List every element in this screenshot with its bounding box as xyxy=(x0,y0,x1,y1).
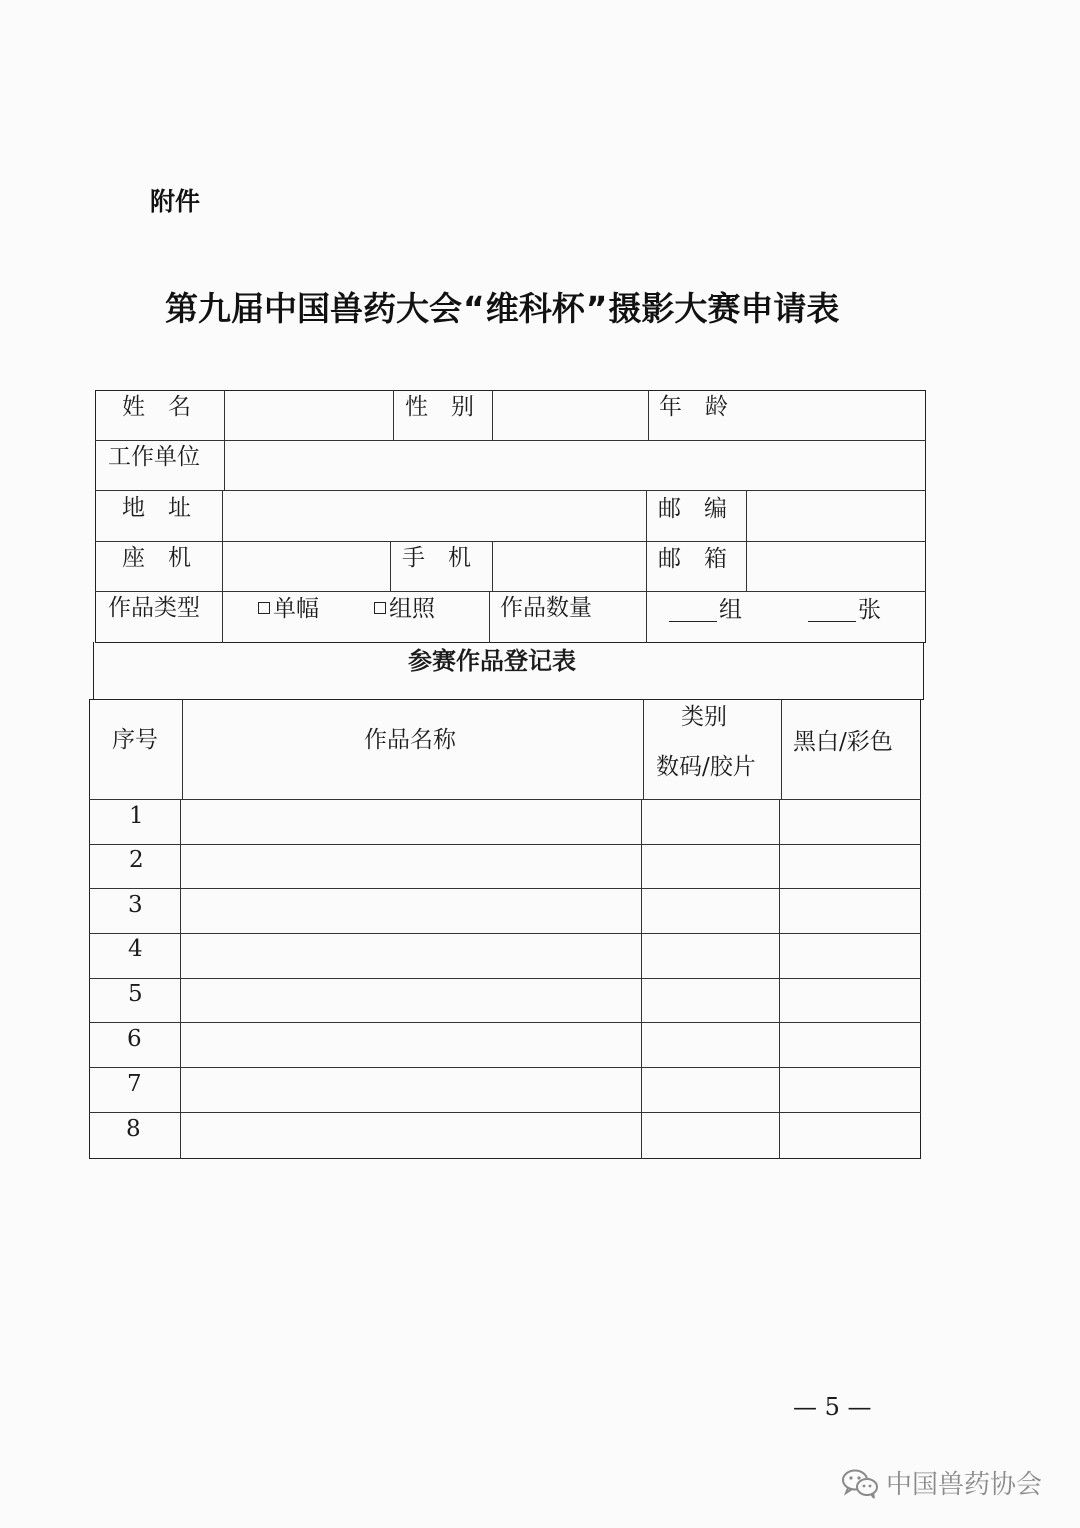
col-divider xyxy=(222,541,223,591)
work-type-label: 作品类型 xyxy=(108,595,200,621)
email-label: 邮 箱 xyxy=(658,546,727,572)
col-divider xyxy=(643,699,644,799)
unit-group: 组 xyxy=(719,597,742,623)
col-divider xyxy=(746,490,747,541)
registry-grid-frame xyxy=(89,699,921,1159)
col-divider xyxy=(492,541,493,591)
col-divider xyxy=(746,541,747,591)
row-divider xyxy=(89,844,921,845)
col-category-header-line2: 数码/胶片 xyxy=(656,754,756,780)
wechat-icon xyxy=(840,1467,880,1499)
row-divider xyxy=(89,933,921,934)
col-name-header: 作品名称 xyxy=(364,727,456,753)
option-single[interactable] xyxy=(258,598,319,621)
col-divider xyxy=(646,591,647,643)
group-count-blank[interactable] xyxy=(669,601,717,622)
row-number: 3 xyxy=(128,892,143,918)
checkbox-group[interactable] xyxy=(374,602,386,614)
row-divider xyxy=(95,440,926,441)
title-quote-close: ” xyxy=(585,289,608,328)
title-part2: 摄影大赛申请表 xyxy=(608,289,840,328)
col-divider xyxy=(224,440,225,490)
registry-title: 参赛作品登记表 xyxy=(408,647,576,675)
row-divider xyxy=(89,799,921,800)
work-count-label: 作品数量 xyxy=(500,595,592,621)
col-divider xyxy=(646,541,647,591)
title-part1: 第九届中国兽药大会 xyxy=(165,289,462,328)
col-divider xyxy=(222,591,223,643)
mobile-label: 手 机 xyxy=(402,545,471,571)
attachment-label: 附件 xyxy=(150,187,201,216)
form-title xyxy=(165,283,839,330)
row-divider xyxy=(95,591,926,592)
watermark-text: 中国兽药协会 xyxy=(886,1470,1043,1500)
col-divider xyxy=(779,799,780,1159)
col-divider xyxy=(492,390,493,440)
row-divider xyxy=(89,888,921,889)
title-cup: 维科杯 xyxy=(485,289,585,328)
age-label: 年 龄 xyxy=(659,394,728,420)
col-divider xyxy=(393,390,394,440)
row-divider xyxy=(89,1112,921,1113)
row-divider xyxy=(95,490,926,491)
watermark xyxy=(840,1464,1042,1501)
col-divider xyxy=(781,699,782,799)
sheet-count-blank[interactable] xyxy=(808,601,856,622)
col-divider xyxy=(182,699,183,799)
option-group[interactable] xyxy=(374,598,435,621)
option-single-label: 单幅 xyxy=(273,596,319,622)
row-number: 4 xyxy=(128,936,143,962)
row-divider xyxy=(89,1067,921,1068)
page-number: — 5 — xyxy=(793,1393,872,1421)
col-divider xyxy=(646,490,647,541)
sheet-count-field[interactable] xyxy=(808,599,881,622)
postcode-label: 邮 编 xyxy=(658,496,727,522)
col-category-header-line1: 类别 xyxy=(681,704,727,730)
row-number: 2 xyxy=(129,847,144,873)
row-divider xyxy=(89,978,921,979)
col-divider xyxy=(390,541,391,591)
unit-sheet: 张 xyxy=(858,597,881,623)
checkbox-single[interactable] xyxy=(258,602,270,614)
col-color-header: 黑白/彩色 xyxy=(793,729,893,755)
title-quote-open: “ xyxy=(463,289,485,328)
landline-label: 座 机 xyxy=(122,545,191,571)
col-divider xyxy=(180,799,181,1159)
col-divider xyxy=(648,390,649,440)
row-number: 7 xyxy=(127,1071,142,1097)
row-number: 1 xyxy=(129,803,144,829)
row-divider xyxy=(89,1022,921,1023)
row-number: 8 xyxy=(126,1116,141,1142)
gender-label: 性 别 xyxy=(405,394,474,420)
option-group-label: 组照 xyxy=(389,596,435,622)
group-count-field[interactable] xyxy=(669,599,742,622)
row-divider xyxy=(95,541,926,542)
col-divider xyxy=(222,490,223,541)
work-unit-label: 工作单位 xyxy=(108,444,200,470)
address-label: 地 址 xyxy=(122,495,191,521)
col-no-header: 序号 xyxy=(112,727,158,753)
col-divider xyxy=(489,591,490,643)
name-label: 姓 名 xyxy=(122,394,191,420)
col-divider xyxy=(641,799,642,1159)
row-number: 6 xyxy=(127,1026,142,1052)
row-number: 5 xyxy=(128,981,143,1007)
col-divider xyxy=(224,390,225,440)
